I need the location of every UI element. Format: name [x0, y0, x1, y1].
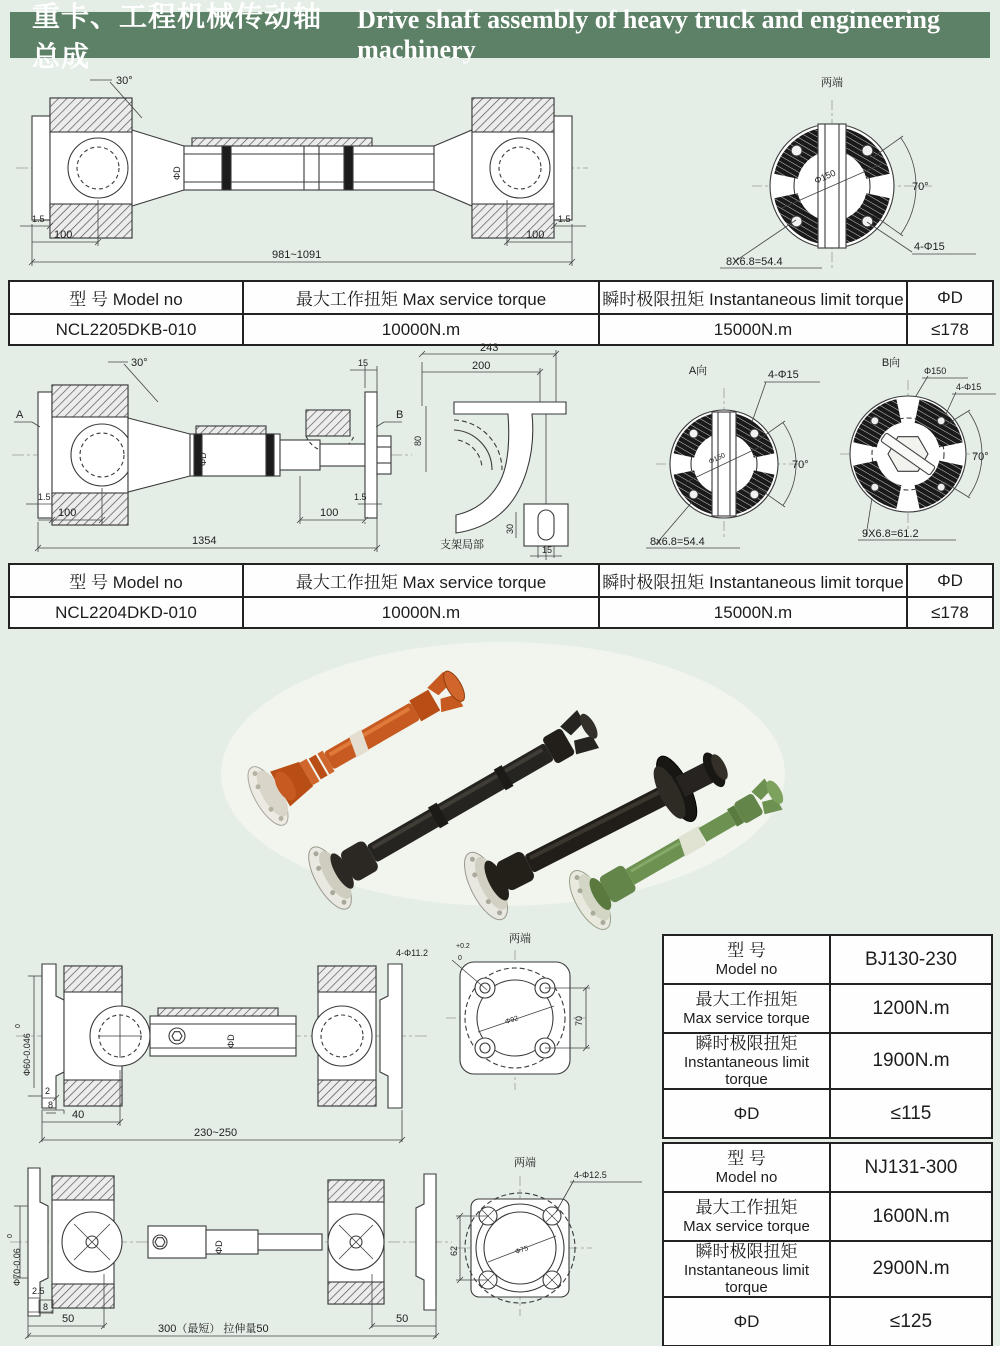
dim-inner-dia: Φ75 [514, 1245, 530, 1256]
dim-angle: 30° [131, 357, 148, 369]
flange-face [752, 100, 932, 270]
dim-70deg: 70° [792, 459, 809, 471]
row-label-zh: 最大工作扭矩 [695, 990, 798, 1009]
row-label-limit-torque [663, 1241, 830, 1297]
row-label-phid [663, 1089, 830, 1138]
flange-face [840, 380, 978, 530]
dim-overall: 230~250 [194, 1127, 238, 1139]
phid-value: ≤125 [830, 1297, 992, 1346]
dim-angle: 30° [116, 75, 133, 87]
dim-1-5-left: 1.5 [32, 214, 45, 224]
spec-table-ncl2204 [8, 563, 994, 629]
drawing-ncl2205-side-view [14, 66, 590, 272]
dim-holes: 4-Φ15 [914, 241, 945, 253]
shaft-outline [16, 98, 588, 238]
row-label-en: Instantaneous limit torque [683, 1054, 810, 1088]
dim-8: 8 [43, 1302, 49, 1312]
dim-flange-dia: Φ150 [924, 366, 947, 376]
limit-torque-cell: 15000N.m [599, 597, 907, 628]
flange-caption: 两端 [821, 77, 843, 89]
dim-50-left: 50 [62, 1313, 75, 1325]
dim-70deg: 70° [972, 451, 989, 463]
flange-caption: 两端 [509, 933, 531, 945]
row-label-zh: ΦD [733, 1103, 760, 1123]
dim-70: 70 [574, 1015, 584, 1026]
dim-40: 40 [72, 1109, 85, 1121]
dim-80: 80 [413, 435, 423, 446]
model-no-cell: NCL2205DKB-010 [9, 314, 243, 345]
detail-table-bj130 [662, 934, 993, 1139]
row-label-zh: 型 号 [727, 1149, 766, 1168]
dim-spline-pitch: 9X6.8=61.2 [862, 528, 919, 540]
model-no-value: NJ131-300 [830, 1143, 992, 1192]
row-label-max-torque [663, 984, 830, 1033]
dim-phid: ΦD [172, 166, 182, 180]
dim-1-5-right: 1.5 [354, 492, 367, 502]
page-title-bar [10, 2, 990, 73]
dim-15: 15 [542, 545, 553, 555]
dim-shaft-dia: Φ60-0.046 [22, 1033, 32, 1076]
phid-cell: ≤178 [907, 314, 993, 345]
flange-caption: B向 [881, 357, 901, 369]
dim-30: 30 [505, 523, 515, 534]
row-label-en: Instantaneous limit torque [683, 1262, 810, 1296]
column-header-model: 型 号 Model no [9, 281, 243, 314]
dim-1-5-left: 1.5 [38, 492, 51, 502]
dim-phid: ΦD [198, 452, 208, 466]
model-no-cell: NCL2204DKD-010 [9, 597, 243, 628]
dim-spline-pitch: 8X6.8=54.4 [726, 256, 783, 268]
phid-cell: ≤178 [907, 597, 993, 628]
dim-shaft-tol: 0 [7, 1234, 14, 1238]
row-label-en: Max service torque [683, 1010, 810, 1027]
row-label-zh: 型 号 [727, 941, 766, 960]
dim-overall: 981~1091 [272, 249, 322, 261]
section-label-a: A [16, 409, 24, 421]
dim-inner-dia: Φ92 [504, 1015, 520, 1026]
dim-overall: 300（最短） 拉伸量50 [158, 1323, 269, 1335]
max-torque-value: 1600N.m [830, 1192, 992, 1241]
dim-holes-tol-dn: 0 [458, 955, 462, 962]
limit-torque-value: 1900N.m [830, 1033, 992, 1089]
dim-holes-tol-up: +0.2 [456, 943, 470, 950]
dim-phid: ΦD [214, 1240, 224, 1254]
model-no-value: BJ130-230 [830, 935, 992, 984]
column-header-limit-torque: 瞬时极限扭矩 Instantaneous limit torque [599, 564, 907, 597]
dim-holes: 4-Φ15 [768, 369, 799, 381]
dim-inner-dia: Φ150 [707, 452, 727, 466]
row-label-en: Max service torque [683, 1218, 810, 1235]
column-header-model: 型 号 Model no [9, 564, 243, 597]
flange-caption: A向 [688, 365, 708, 377]
flange-caption: 两端 [514, 1157, 536, 1169]
drawing-bj130-side-view [12, 924, 432, 1146]
drawing-ncl2204-side-view [10, 352, 414, 560]
shaft-outline [10, 1168, 452, 1316]
flange-view-b [828, 352, 1000, 558]
shaft-outline [12, 385, 412, 525]
dim-100-right: 100 [320, 507, 339, 519]
row-label-model [663, 935, 830, 984]
spec-table-ncl2205 [8, 280, 994, 346]
dim-phid: ΦD [226, 1034, 236, 1048]
column-header-limit-torque: 瞬时极限扭矩 Instantaneous limit torque [599, 281, 907, 314]
drawing-nj131-side-view [8, 1146, 456, 1344]
row-label-en: Model no [715, 1169, 778, 1186]
dim-holes: 4-Φ12.5 [574, 1170, 607, 1180]
flange-view-both-ends-bj130 [390, 924, 664, 1124]
dim-1-5-right: 1.5 [558, 214, 571, 224]
dim-2-5: 2.5 [32, 1286, 45, 1296]
dim-200: 200 [472, 360, 491, 372]
dim-holes: 4-Φ15 [956, 382, 982, 392]
dim-holes: 4-Φ11.2 [396, 948, 429, 958]
flange-view-both-ends-nj131 [432, 1150, 668, 1336]
dim-inner-dia: Φ150 [812, 167, 838, 186]
row-label-limit-torque [663, 1033, 830, 1089]
dim-100-left: 100 [54, 229, 73, 241]
limit-torque-cell: 15000N.m [599, 314, 907, 345]
shaft-outline [16, 964, 428, 1108]
dim-100-right: 100 [526, 229, 545, 241]
section-label-b: B [396, 409, 404, 421]
row-label-zh: 瞬时极限扭矩 [695, 1034, 798, 1053]
bracket-caption: 支架局部 [440, 539, 484, 551]
dim-50-right: 50 [396, 1313, 409, 1325]
row-label-en: Model no [715, 961, 778, 978]
dim-spline-pitch: 8x6.8=54.4 [650, 536, 705, 548]
column-header-phid: ΦD [907, 281, 993, 314]
dim-62: 62 [449, 1245, 459, 1256]
dim-2: 2 [45, 1086, 51, 1096]
row-label-zh: ΦD [733, 1311, 760, 1331]
flange-face [656, 388, 808, 538]
dim-100-left: 100 [58, 507, 77, 519]
dim-15: 15 [358, 358, 369, 368]
max-torque-value: 1200N.m [830, 984, 992, 1033]
row-label-zh: 最大工作扭矩 [695, 1198, 798, 1217]
max-torque-cell: 10000N.m [243, 314, 599, 345]
page-title-en: Drive shaft assembly of heavy truck and engineering machinery [357, 5, 940, 64]
flange-view-a [622, 356, 827, 556]
flange-view-both-ends-1 [682, 70, 990, 276]
row-label-phid [663, 1297, 830, 1346]
column-header-max-torque: 最大工作扭矩 Max service torque [243, 281, 599, 314]
product-photo-drive-shafts [218, 638, 788, 910]
dim-overall: 1354 [192, 535, 217, 547]
dim-shaft-tol: 0 [15, 1024, 22, 1028]
column-header-phid: ΦD [907, 564, 993, 597]
dim-shaft-dia: Φ70-0.06 [12, 1248, 22, 1286]
row-label-zh: 瞬时极限扭矩 [695, 1242, 798, 1261]
limit-torque-value: 2900N.m [830, 1241, 992, 1297]
bracket-detail-view [404, 342, 618, 564]
detail-table-nj131 [662, 1142, 993, 1346]
dim-243: 243 [480, 342, 499, 354]
dim-8: 8 [48, 1100, 54, 1110]
column-header-max-torque: 最大工作扭矩 Max service torque [243, 564, 599, 597]
row-label-model [663, 1143, 830, 1192]
row-label-max-torque [663, 1192, 830, 1241]
page-title-zh: 重卡、工程机械传动轴总成 [32, 2, 323, 73]
dim-70deg: 70° [912, 181, 929, 193]
max-torque-cell: 10000N.m [243, 597, 599, 628]
phid-value: ≤115 [830, 1089, 992, 1138]
